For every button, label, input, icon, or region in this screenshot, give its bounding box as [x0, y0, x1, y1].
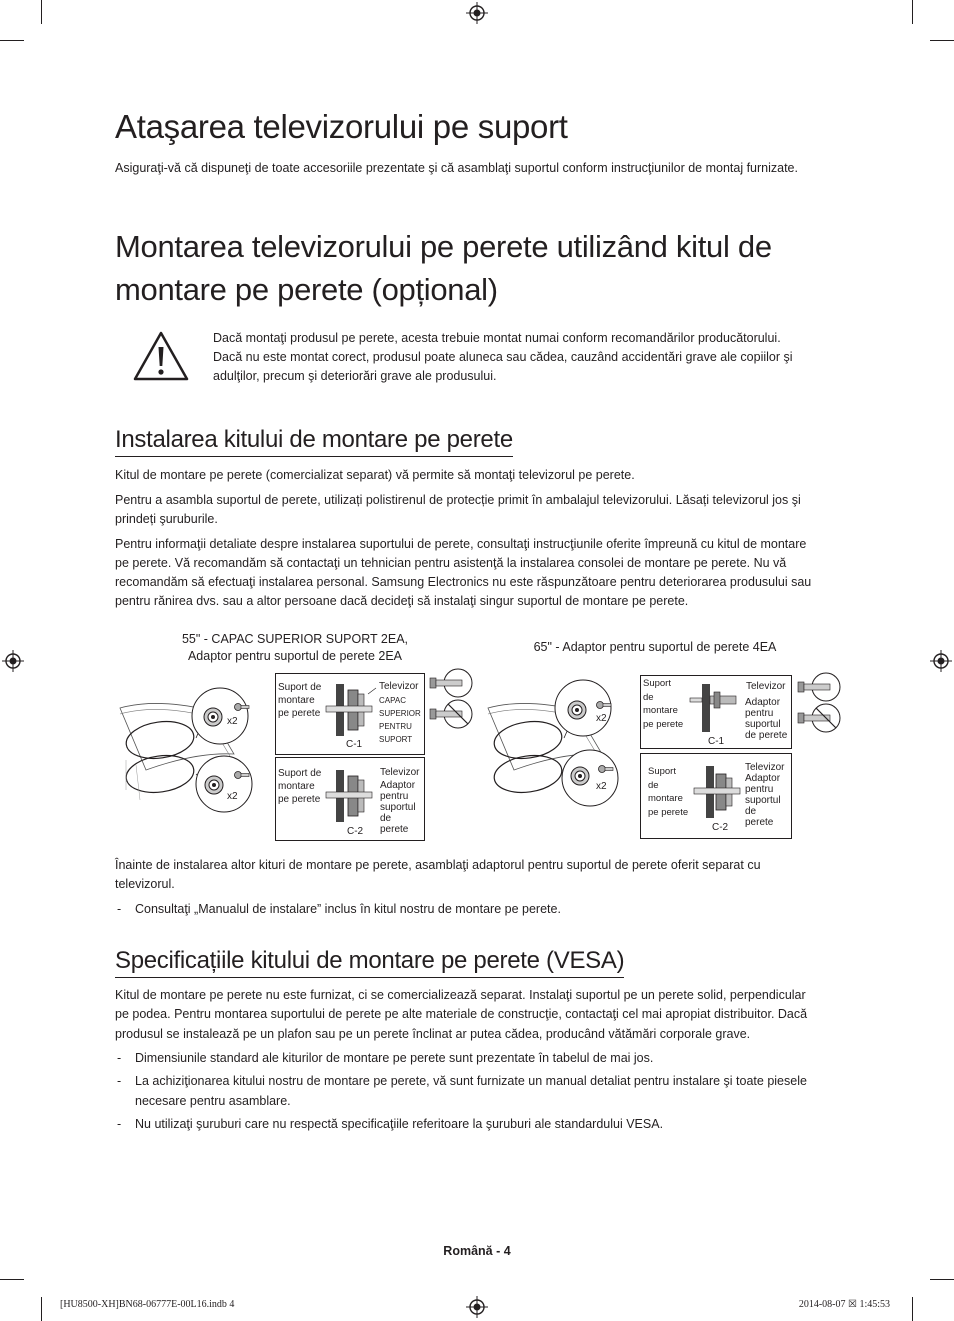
callout-label: Televizor — [379, 681, 419, 692]
label-line: pentru — [380, 791, 409, 802]
caption-line: Adaptor pentru suportul de perete 2EA — [187, 649, 403, 663]
section-intro: Asiguraţi-vă că dispuneţi de toate accesoriile prezentate şi că asamblaţi suportul conform instrucţiunilor de montaj furnizate. — [115, 161, 798, 175]
subsection-title-vesa: Specificațiile kitului de montare pe perete (VESA) — [115, 947, 624, 978]
bracket-cross-section — [690, 762, 746, 822]
quantity-label: x2 — [596, 713, 607, 724]
label-line: Adaptor — [745, 773, 781, 784]
list-item-text: Consultaţi „Manualul de instalare” inclus în kitul nostru de montare pe perete. — [135, 902, 561, 916]
registration-mark-icon — [930, 650, 952, 672]
detail-code: C-1 — [708, 736, 725, 747]
paragraph: Kitul de montare pe perete nu este furnizat, ci se comercializează separat. Instalaţi suportul pe un perete solid, perpendicular — [115, 988, 806, 1002]
crop-mark — [41, 1297, 42, 1321]
callout-label: Televizor — [746, 681, 786, 692]
callout-label — [648, 765, 688, 819]
label-line: Televizor — [380, 767, 420, 778]
print-timestamp: 2014-08-07 ☒ 1:45:53 — [798, 1299, 890, 1310]
bracket-cross-section — [322, 680, 378, 738]
screw-icon — [234, 768, 250, 782]
bolt-detail-circle — [560, 748, 620, 808]
list-item-text: Nu utilizaţi şuruburi care nu respectă specificaţiile referitoare la şuruburi ale standardului VESA. — [135, 1117, 664, 1131]
paragraph: pentru rănirea dvs. sau a altor persoane dacă decideţi să instalaţi singur suportul de montare pe perete. — [115, 594, 689, 608]
bullet-dash: - — [117, 1074, 122, 1088]
paragraph: recomandăm să efectuaţi instalarea personal. Samsung Electronics nu este răspunzătoare pentru deteriorarea produsului sau — [115, 575, 812, 589]
section-title-wallmount-line1: Montarea televizorului pe perete utilizând kitul de — [115, 229, 772, 264]
callout-label — [745, 697, 787, 741]
label-line: pe perete — [648, 806, 689, 818]
quantity-label: x2 — [227, 791, 238, 802]
bullet-dash: - — [117, 1117, 122, 1131]
screw-icon — [796, 672, 842, 702]
detail-code: C-1 — [346, 739, 363, 750]
list-item-text: Dimensiunile standard ale kiturilor de montare pe perete sunt prezentate în tabelul de mai jos. — [135, 1051, 654, 1065]
label-line: pe perete — [643, 718, 684, 730]
caption-line: 55" - CAPAC SUPERIOR SUPORT 2EA, — [181, 632, 409, 646]
warning-text-line2: Dacă nu este montat corect, produsul poate aluneca sau cădea, cauzând accidentări grave ale copiilor şi — [213, 350, 793, 364]
label-line: SUPERIOR — [379, 709, 421, 718]
prohibited-screw-icon — [796, 702, 842, 734]
label-line: montare — [278, 695, 315, 706]
label-line: de perete — [745, 730, 788, 741]
bracket-cross-section — [686, 680, 742, 736]
label-line: suportul — [380, 802, 416, 813]
label-line: pentru — [745, 784, 774, 795]
screw-icon — [596, 698, 612, 712]
crop-mark — [0, 40, 24, 41]
registration-mark-icon — [466, 1296, 488, 1318]
page-number: Română - 4 — [443, 1244, 511, 1258]
label-line: pe perete — [278, 794, 321, 805]
list-item-text: La achiziţionarea kitului nostru de montare pe perete, vă sunt furnizate un manual detaliat pentru instalare şi toate piesele — [135, 1074, 807, 1088]
callout-label — [379, 694, 421, 746]
callout-label — [643, 677, 683, 731]
paragraph: Pentru informaţii detaliate despre instalarea suportului de perete, consultaţi instrucţiunile oferite împreună cu kitul de montare — [115, 537, 807, 551]
bolt-detail-circle — [194, 754, 254, 814]
crop-mark — [41, 0, 42, 24]
label-line: suportul — [745, 795, 781, 806]
label-line: CAPAC — [379, 696, 406, 705]
crop-mark — [912, 1297, 913, 1321]
diagram-right-caption: 65" - Adaptor pentru suportul de perete 4EA — [533, 640, 777, 654]
quantity-label: x2 — [227, 716, 238, 727]
paragraph: pe podea. Pentru montarea suportului de perete pe alte materiale de construcţie, contactaţi cel mai apropiat distribuitor. Dacă — [115, 1007, 808, 1021]
quantity-label: x2 — [596, 781, 607, 792]
bracket-cross-section — [322, 766, 378, 824]
label-line: suportul — [745, 719, 781, 730]
paragraph: prindeți şuruburile. — [115, 512, 218, 526]
bullet-dash: - — [117, 1051, 122, 1065]
prohibited-screw-icon — [428, 698, 474, 730]
crop-mark — [912, 0, 913, 24]
label-line: PENTRU — [379, 722, 412, 731]
callout-label — [380, 766, 419, 792]
crop-mark — [0, 1279, 24, 1280]
label-line: de — [380, 813, 392, 824]
callout-label — [380, 791, 416, 835]
crop-mark — [930, 40, 954, 41]
callout-label — [278, 681, 321, 720]
detail-code: C-2 — [712, 822, 729, 833]
file-info: [HU8500-XH]BN68-06777E-00L16.indb 4 — [60, 1299, 235, 1310]
label-line: montare — [648, 793, 683, 804]
label-line: Televizor — [745, 762, 785, 773]
registration-mark-icon — [2, 650, 24, 672]
paragraph: televizorul. — [115, 877, 175, 891]
label-line: montare — [278, 781, 315, 792]
label-line: de — [648, 779, 659, 791]
section-title-wallmount-line2: montare pe perete (opțional) — [115, 272, 498, 307]
label-line: Suport de — [278, 682, 322, 693]
label-line: de — [745, 806, 757, 817]
label-line: perete — [745, 817, 774, 828]
paragraph: Kitul de montare pe perete (comercializat separat) vă permite să montaţi televizorul pe perete. — [115, 468, 635, 482]
screw-icon — [598, 762, 614, 776]
label-line: SUPORT — [379, 735, 413, 744]
label-line: pe perete — [278, 708, 321, 719]
paragraph: Pentru a asambla suportul de perete, utilizați polistirenul de protecție primit în ambalajul televizorului. Lăsați televizorul jos şi — [115, 493, 801, 507]
section-title-stand: Ataşarea televizorului pe suport — [115, 108, 568, 145]
label-line: Suport — [643, 678, 671, 689]
label-line: de — [643, 691, 654, 703]
caution-triangle-icon — [132, 330, 190, 382]
label-line: Suport de — [278, 768, 322, 779]
screw-icon — [428, 668, 474, 698]
crop-mark — [930, 1279, 954, 1280]
diagram-left-caption — [150, 631, 440, 665]
label-line: Suport — [648, 766, 676, 777]
warning-text-line3: adulţilor, precum şi deteriorări grave ale produsului. — [213, 369, 497, 383]
screw-icon — [234, 700, 250, 714]
label-line: perete — [380, 824, 409, 835]
paragraph: produsul se instalează pe un plafon sau pe un perete înclinat ar putea cădea, producând vătămări corporale grave. — [115, 1027, 751, 1041]
list-item-text: necesare pentru asamblare. — [135, 1094, 291, 1108]
paragraph: Înainte de instalarea altor kituri de montare pe perete, asamblaţi adaptorul pentru suportul de perete oferit separat cu — [115, 858, 761, 872]
label-line: Adaptor — [380, 780, 416, 791]
detail-code: C-2 — [347, 826, 364, 837]
callout-label — [278, 767, 321, 806]
callout-label — [745, 762, 784, 828]
paragraph: pe perete. Vă recomandăm să contactaţi un tehnician pentru asistenţă la instalarea consolei de montare pe perete. Nu vă — [115, 556, 787, 570]
subsection-title-install-kit: Instalarea kitului de montare pe perete — [115, 426, 513, 457]
bullet-dash: - — [117, 902, 122, 916]
label-line: pentru — [745, 708, 774, 719]
registration-mark-icon — [466, 2, 488, 24]
label-line: Adaptor — [745, 697, 781, 708]
label-line: montare — [643, 705, 678, 716]
warning-text-line1: Dacă montaţi produsul pe perete, acesta trebuie montat numai conform recomandărilor producătorului. — [213, 331, 781, 345]
bolt-detail-circle — [190, 686, 250, 746]
